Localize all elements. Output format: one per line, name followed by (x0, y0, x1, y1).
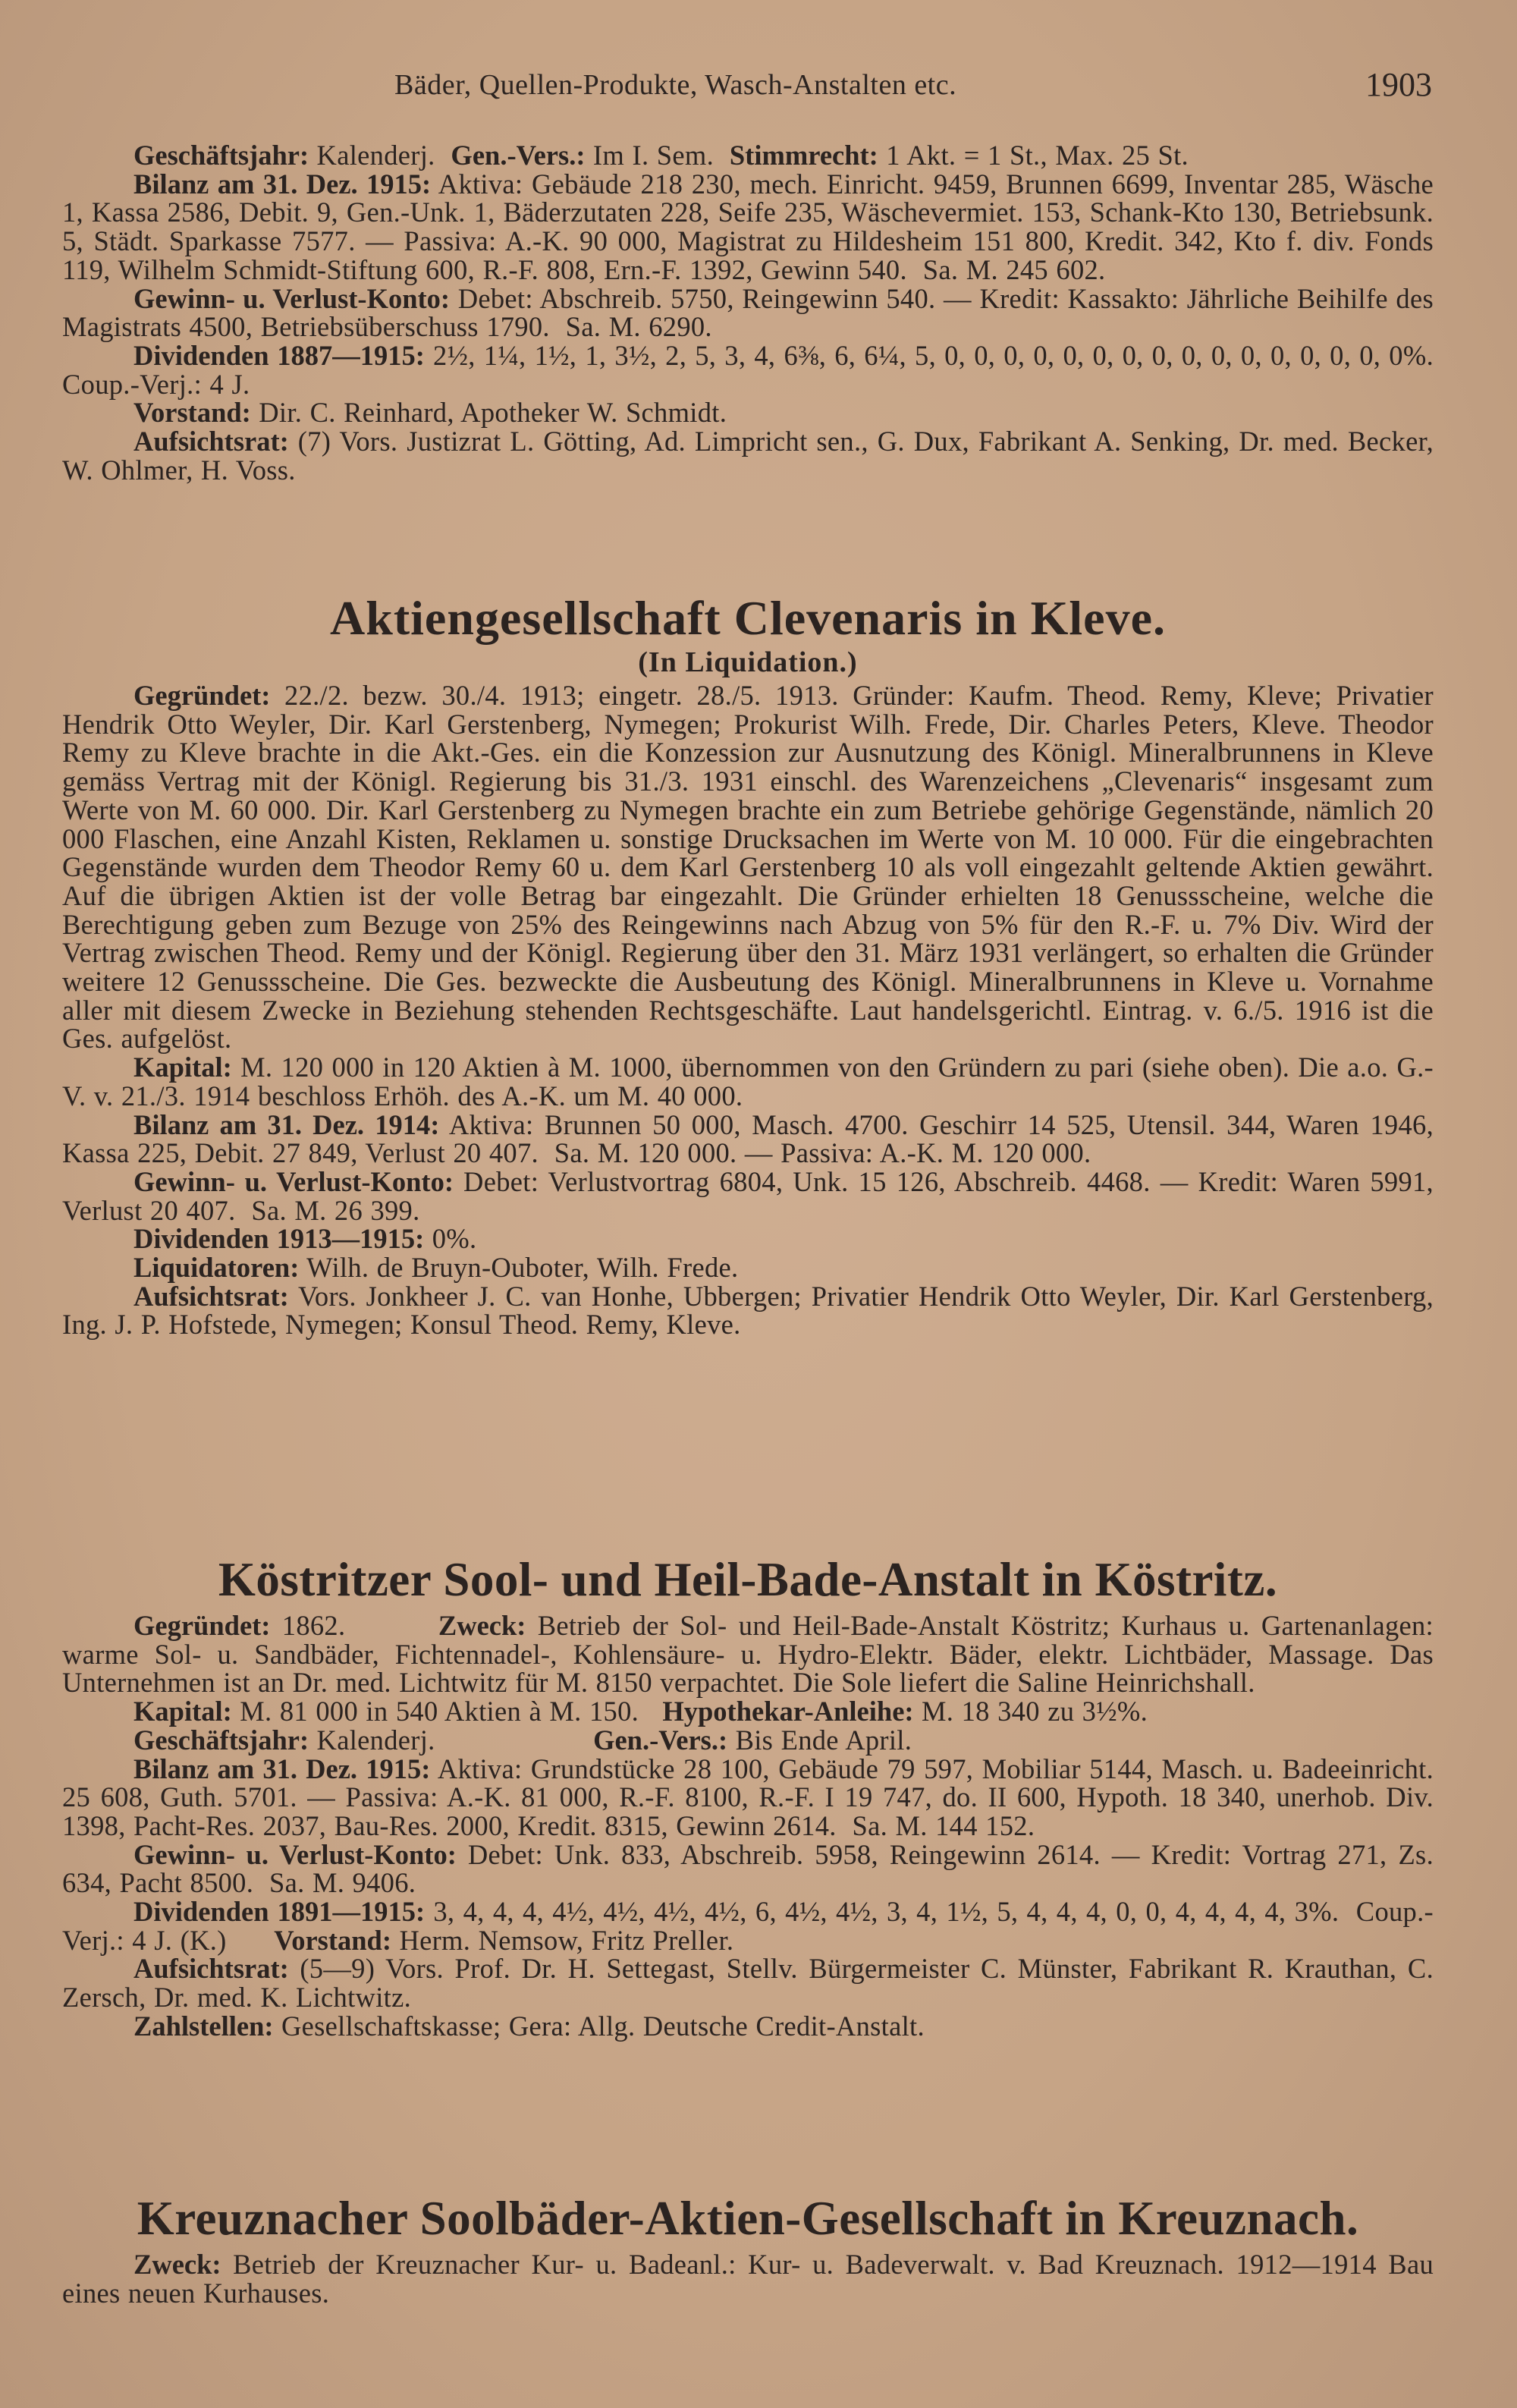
entry-paragraph (62, 1253, 1434, 1282)
field-text: Betrieb der Sol- und Heil-Bade-Anstalt Köstritz; Kurhaus u. Gartenanlagen: warme Sol- u. Sandbäder, Fichtennadel-, Kohlensäure- u. Hydro-Elektr. Bäder, elektr. Lichtbäder, Massage. Das Unternehmen ist an Dr. med. Lichtwitz für M. 8150 verpachtet. Die Sole liefert die Saline Heinrichshall. (62, 1610, 1442, 1699)
field-text: Debet: Abschreib. 5750, Reingewinn 540. — Kredit: Kassakto: Jährliche Beihilfe des Magistrats 4500, Betriebsüberschuss 1790. Sa. M. 6290. (62, 282, 1442, 343)
company-title: Aktiengesellschaft Clevenaris in Kleve. (330, 591, 1166, 645)
field-label: Dividenden 1913—1915: (133, 1223, 425, 1255)
field-text: (5—9) Vors. Prof. Dr. H. Settegast, Stellv. Bürgermeister C. Münster, Fabrikant R. Krauthan, C. Zersch, Dr. med. K. Lichtwitz. (62, 1953, 1442, 2013)
field-label: Zweck: (438, 1610, 526, 1641)
field-label: Hypothekar-Anleihe: (662, 1696, 914, 1727)
field-label: Aufsichtsrat: (133, 1280, 289, 1312)
field-label: Stimmrecht: (729, 140, 878, 171)
field-label: Gegründet: (133, 680, 271, 711)
entry-paragraph (62, 1053, 1434, 1110)
company-subtitle: (In Liquidation.) (638, 646, 858, 678)
entry-paragraph (62, 282, 1442, 343)
field-label: Geschäftsjahr: (133, 1724, 309, 1756)
field-label: Gewinn- u. Verlust-Konto: (133, 1838, 457, 1870)
field-text: Kalenderj. (309, 1724, 594, 1756)
field-label: Gewinn- u. Verlust-Konto: (133, 1165, 454, 1197)
field-label: Aufsichtsrat: (133, 1953, 289, 1985)
entry-koestritz (62, 1552, 1442, 2042)
field-label: Vorstand: (274, 1924, 392, 1956)
field-text: M. 18 340 zu 3½%. (913, 1696, 1148, 1727)
field-text: Kalenderj. (309, 140, 451, 171)
page-number: 1903 (1365, 66, 1432, 103)
field-label: Zweck: (133, 2249, 221, 2280)
entry-paragraph (62, 1165, 1441, 1226)
entry-clevenaris (62, 591, 1442, 1341)
field-text: Aktiva: Brunnen 50 000, Masch. 4700. Geschirr 14 525, Utensil. 344, Waren 1946, Kassa 225, Debit. 27 849, Verlust 20 407. Sa. M. 120 000. — Passiva: A.-K. M. 120 000. (62, 1108, 1442, 1169)
field-label: Zahlstellen: (133, 2010, 274, 2042)
entry-paragraph (62, 1224, 1434, 1253)
field-label: Gewinn- u. Verlust-Konto: (133, 282, 451, 314)
field-label: Kapital: (133, 1052, 232, 1083)
field-label: Vorstand: (133, 397, 251, 429)
field-label: Bilanz am 31. Dez. 1915: (133, 1753, 431, 1784)
field-text: Wilh. de Bruyn-Ouboter, Wilh. Frede. (299, 1252, 739, 1284)
entry-paragraph (62, 2012, 1434, 2041)
field-text: Im I. Sem. (585, 140, 730, 171)
entry-paragraph (62, 426, 1441, 486)
field-label: Dividenden 1887—1915: (133, 339, 425, 371)
field-text: 1 Akt. = 1 St., Max. 25 St. (878, 140, 1189, 171)
entry-paragraph (62, 398, 1434, 427)
field-text: 2½, 1¼, 1½, 1, 3½, 2, 5, 3, 4, 6⅜, 6, 6¼, 5, 0, 0, 0, 0, 0, 0, 0, 0, 0, 0, 0, 0, 0, 0, 0, 0%. Coup.-Verj.: 4 J. (62, 339, 1449, 400)
field-label: Dividenden 1891—1915: (133, 1896, 426, 1928)
field-text: 3, 4, 4, 4, 4½, 4½, 4½, 4½, 6, 4½, 4½, 3, 4, 1½, 5, 4, 4, 4, 0, 0, 4, 4, 4, 4, 3%. Coup.-Verj.: 4 J. (K.) (62, 1896, 1434, 1956)
field-text: 22./2. bezw. 30./4. 1913; eingetr. 28./5. 1913. Gründer: Kaufm. Theod. Remy, Kleve; Privatier Hendrik Otto Weyler, Dir. Karl Gerstenberg, Nymegen; Prokurist Wilh. Frede, Dir. Charles Peters, Kleve. Theodor Remy zu Kleve brachte in die Akt.-Ges. ein die Konzession zur Ausnutzung des Königl. Mineralbrunnens in Kleve gemäss Vertrag mit der Königl. Regierung bis 31./3. 1931 einschl. des Warenzeichens „Clevenaris“ insgesamt zum Werte von M. 60 000. Dir. Karl Gerstenberg zu Nymegen brachte ein zum Betriebe gehörige Gegenstände, nämlich 20 000 Flaschen, eine Anzahl Kisten, Reklamen u. sonstige Drucksachen im Werte von M. 10 000. Für die eingebrachten Gegenstände wurden dem Theodor Remy 60 u. dem Karl Gerstenberg 10 als voll eingezahlt geltende Aktien gewährt. Auf die übrigen Aktien ist der volle Betrag bar eingezahlt. Die Gründer erhielten 18 Genussscheine, welche die Berechtigung geben zum Bezuge von 25% des Reingewinns nach Abzug von 5% für den R.-F. u. 7% Div. Wird der Vertrag zwischen Theod. Remy und der Königl. Regierung über den 31. März 1931 verlängert, so erhalten die Gründer weitere 12 Genussscheine. Die Ges. bezweckte die Ausbeutung des Königl. Mineralbrunnens in Kleve u. Vornahme aller mit diesem Zwecke in Beziehung stehenden Rechtsgeschäfte. Laut handelsgerichtl. Eintrag. v. 6./5. 1916 ist die Ges. aufgelöst. (62, 680, 1442, 1055)
field-label: Gegründet: (133, 1610, 271, 1641)
field-label: Geschäftsjahr: (133, 140, 309, 171)
entry-paragraph (62, 1726, 1434, 1755)
field-text: Bis Ende April. (727, 1724, 912, 1756)
field-text: Debet: Unk. 833, Abschreib. 5958, Reingewinn 2614. — Kredit: Vortrag 271, Zs. 634, Pacht 8500. Sa. M. 9406. (62, 1838, 1442, 1899)
field-text: Aktiva: Gebäude 218 230, mech. Einricht. 9459, Brunnen 6699, Inventar 285, Wäsche 1, Kassa 2586, Debit. 9, Gen.-Unk. 1, Bäderzutaten 228, Seife 235, Wäschevermiet. 153, Schank-Kto 130, Betriebsunk. 5, Städt. Sparkasse 7577. — Passiva: A.-K. 90 000, Magistrat zu Hildesheim 151 800, Kredit. 342, Kto f. div. Fonds 119, Wilhelm Schmidt-Stiftung 600, R.-F. 808, Ern.-F. 1392, Gewinn 540. Sa. M. 245 602. (62, 168, 1442, 285)
field-text: Herm. Nemsow, Fritz Preller. (391, 1924, 734, 1956)
running-header-title: Bäder, Quellen-Produkte, Wasch-Anstalten etc. (394, 69, 957, 101)
entry-paragraph (62, 1610, 1442, 1699)
field-text: Debet: Verlustvortrag 6804, Unk. 15 126, Abschreib. 4468. — Kredit: Waren 5991, Verlust 20 407. Sa. M. 26 399. (62, 1165, 1441, 1226)
field-text: Betrieb der Kreuznacher Kur- u. Badeanl.: Kur- u. Badeverwalt. v. Bad Kreuznach. 1912—1914 Bau eines neuen Kurhauses. (62, 2249, 1442, 2309)
field-text: Gesellschaftskasse; Gera: Allg. Deutsche Credit-Anstalt. (273, 2010, 925, 2042)
field-text: (7) Vors. Justizrat L. Götting, Ad. Limpricht sen., G. Dux, Fabrikant A. Senking, Dr. med. Becker, W. Ohlmer, H. Voss. (62, 426, 1441, 486)
entry-paragraph (62, 339, 1449, 400)
entry-paragraph (62, 1838, 1442, 1899)
entry-kreuznach (62, 2191, 1442, 2309)
field-text: M. 120 000 in 120 Aktien à M. 1000, übernommen von den Gründern zu pari (siehe oben). Die a.o. G.-V. v. 21./3. 1914 beschloss Erhöh. des A.-K. um M. 40 000. (62, 1052, 1434, 1111)
entry-paragraph (62, 168, 1442, 285)
field-text: 1862. (270, 1610, 438, 1641)
field-text: M. 81 000 in 540 Aktien à M. 150. (231, 1696, 663, 1727)
entry-continued (62, 140, 1449, 486)
entry-paragraph (62, 1697, 1434, 1726)
field-label: Bilanz am 31. Dez. 1914: (133, 1108, 440, 1140)
field-text: Dir. C. Reinhard, Apotheker W. Schmidt. (250, 397, 727, 429)
entry-paragraph (62, 1897, 1434, 1954)
entry-paragraph (62, 1280, 1442, 1341)
field-text: Aktiva: Grundstücke 28 100, Gebäude 79 597, Mobiliar 5144, Masch. u. Badeeinricht. 25 608, Guth. 5701. — Passiva: A.-K. 81 000, R.-F. 8100, R.-F. I 19 747, do. II 600, Hypoth. 18 340, unerhob. Div. 1398, Pacht-Res. 2037, Bau-Res. 2000, Kredit. 8315, Gewinn 2614. Sa. M. 144 152. (62, 1753, 1442, 1841)
field-label: Liquidatoren: (133, 1252, 300, 1284)
field-text: 0%. (424, 1223, 477, 1255)
entry-paragraph (62, 1108, 1442, 1169)
entry-paragraph (62, 1953, 1442, 2013)
field-label: Gen.-Vers.: (451, 140, 586, 171)
company-title: Kreuznacher Soolbäder-Aktien-Gesellschaft in Kreuznach. (137, 2192, 1359, 2245)
running-header (0, 68, 1517, 106)
entry-paragraph (62, 680, 1442, 1055)
entry-paragraph (62, 1753, 1442, 1841)
field-label: Bilanz am 31. Dez. 1915: (133, 168, 432, 200)
entry-paragraph (62, 2249, 1442, 2309)
field-label: Kapital: (133, 1696, 232, 1727)
entry-paragraph (62, 141, 1434, 170)
company-title: Köstritzer Sool- und Heil-Bade-Anstalt in Köstritz. (218, 1553, 1278, 1606)
field-label: Aufsichtsrat: (133, 426, 289, 457)
field-label: Gen.-Vers.: (593, 1724, 728, 1756)
field-text: Vors. Jonkheer J. C. van Honhe, Ubbergen; Privatier Hendrik Otto Weyler, Dir. Karl Gerstenberg, Ing. J. P. Hofstede, Nymegen; Konsul Theod. Remy, Kleve. (62, 1280, 1442, 1341)
